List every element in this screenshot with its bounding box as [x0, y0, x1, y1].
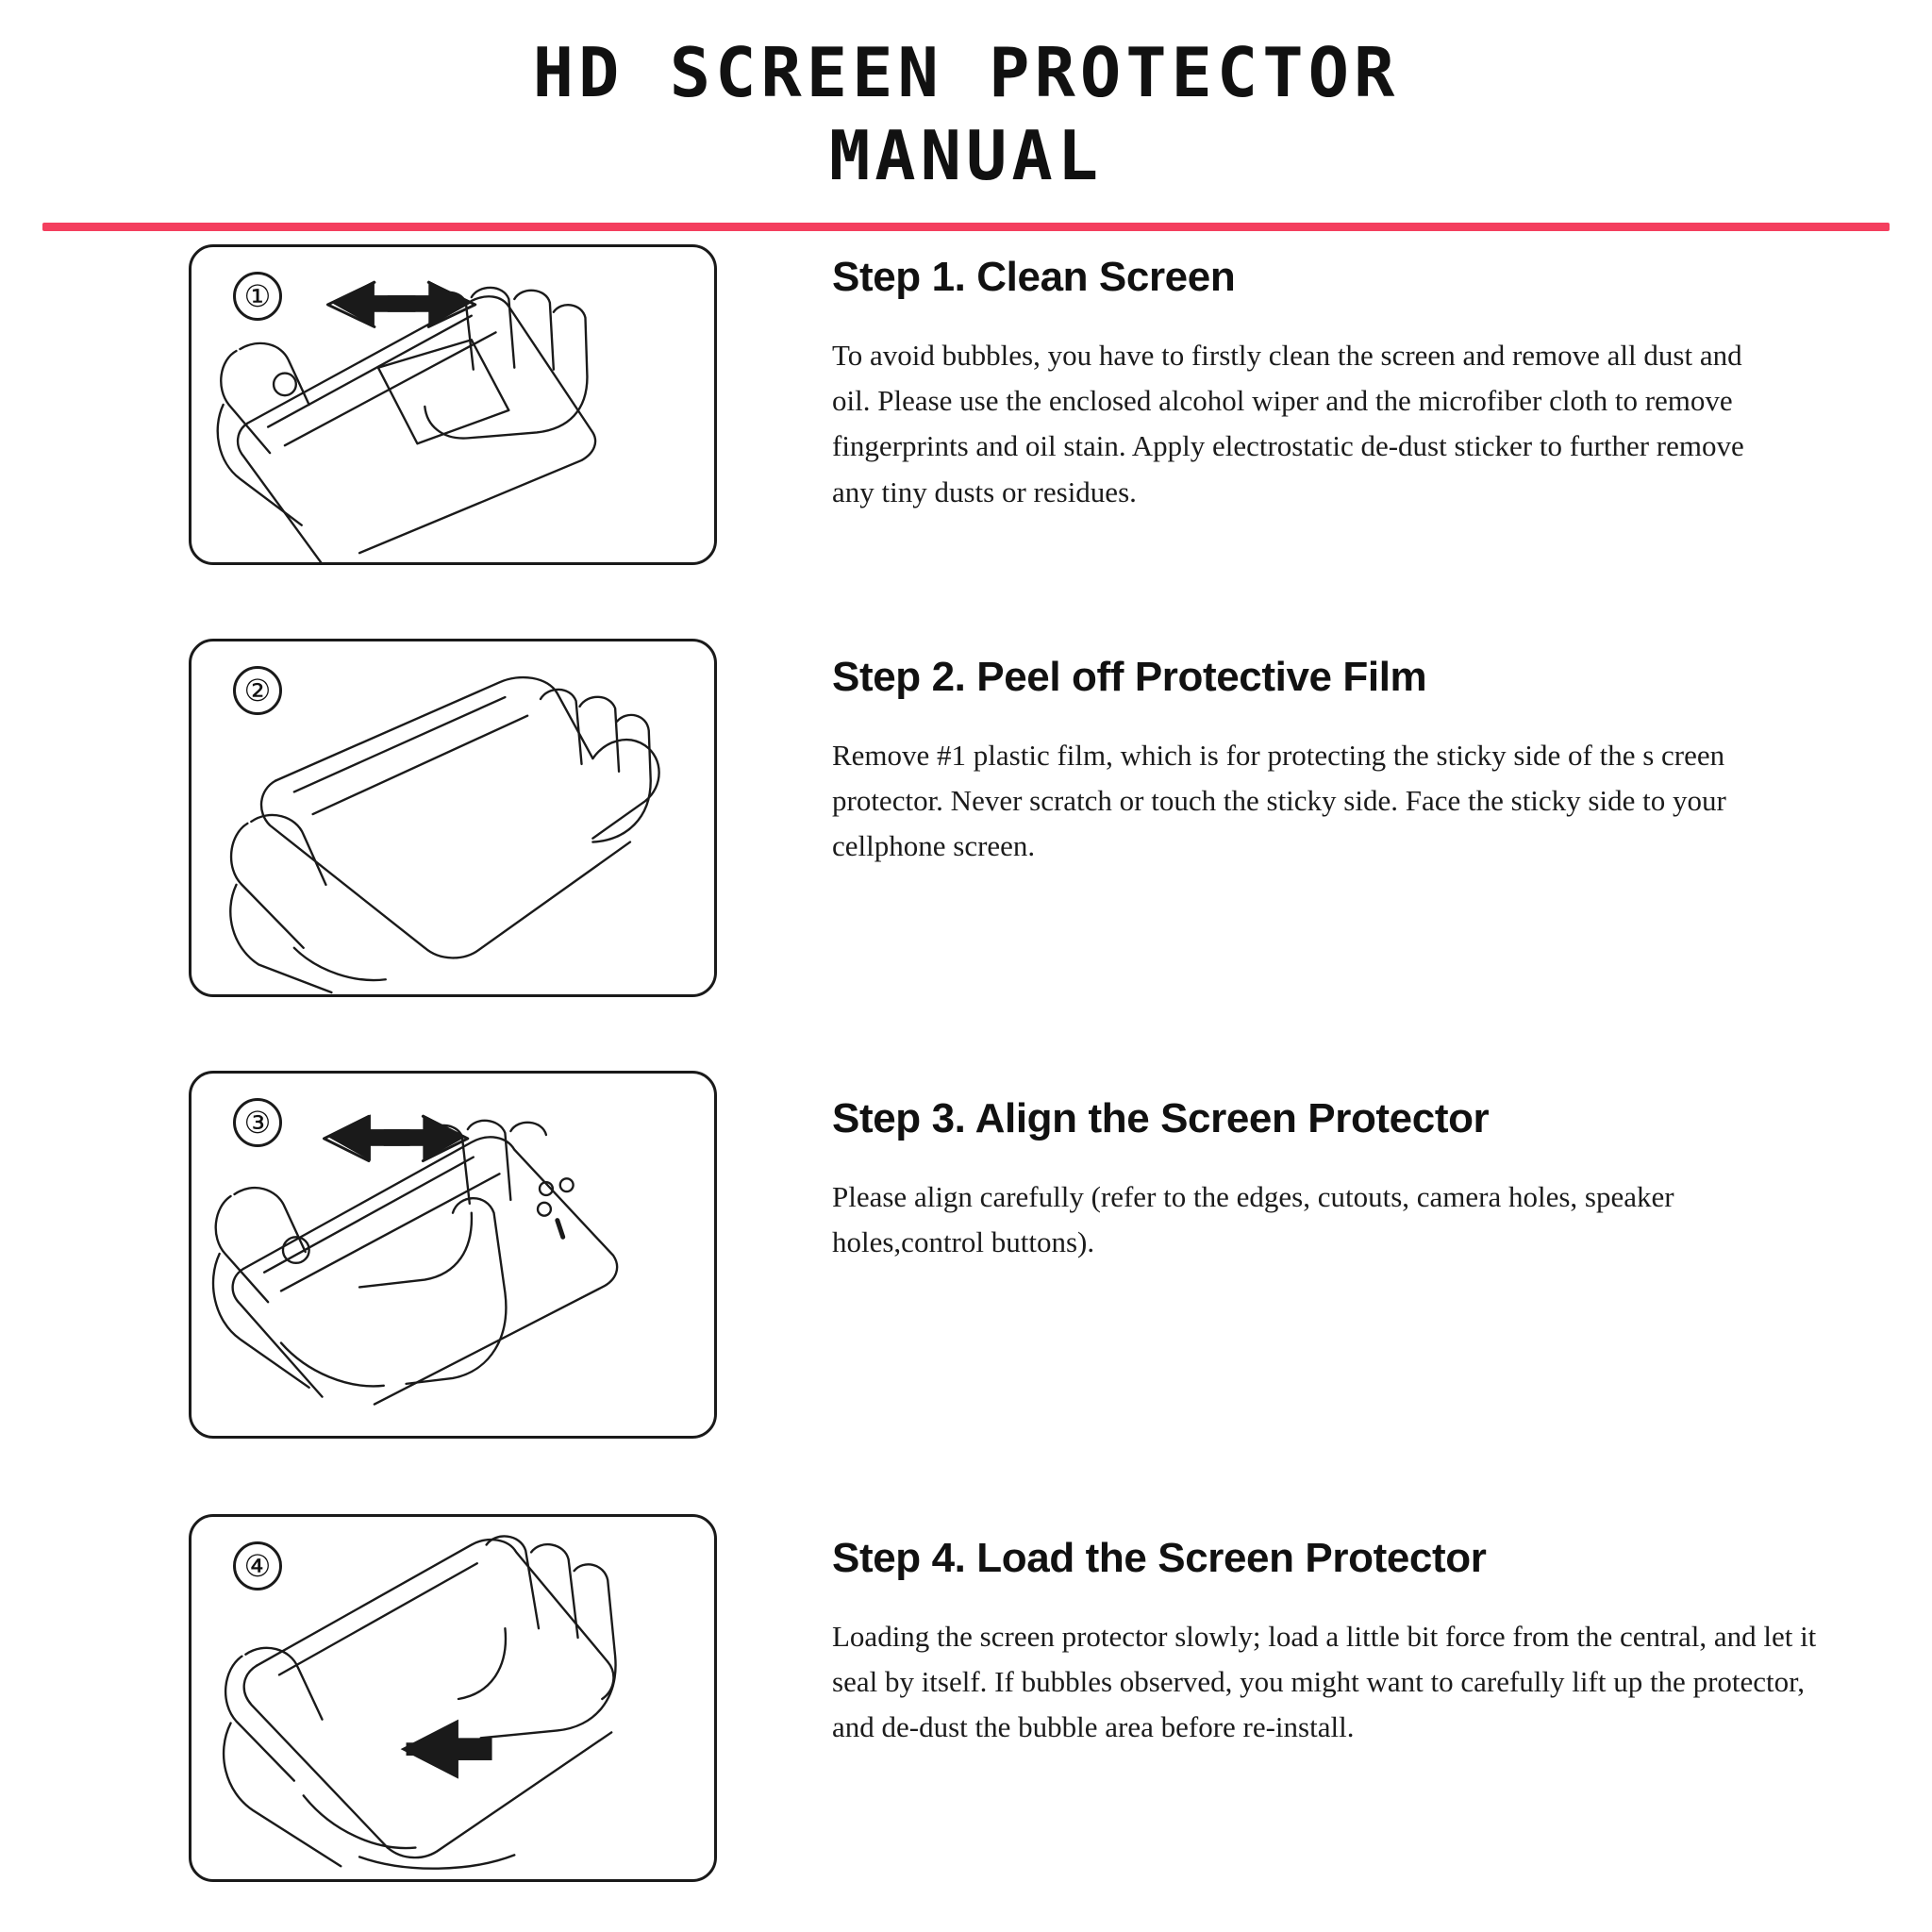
step-item-1	[0, 244, 1932, 565]
page-title-line-2: MANUAL	[828, 115, 1104, 195]
step-text-4	[717, 1514, 1932, 1751]
step-item-3	[0, 1071, 1932, 1439]
title-divider	[42, 223, 1890, 231]
clean-screen-illustration	[189, 244, 717, 565]
step-title-3: Step 3. Align the Screen Protector	[832, 1094, 1490, 1141]
load-protector-illustration	[189, 1514, 717, 1882]
align-protector-illustration	[189, 1071, 717, 1439]
align-protector-drawing	[192, 1074, 714, 1436]
clean-screen-drawing	[192, 247, 714, 562]
peel-film-drawing	[192, 641, 714, 994]
step-title-1: Step 1. Clean Screen	[832, 253, 1236, 300]
page-header	[0, 0, 1932, 231]
step-item-2	[0, 639, 1932, 997]
step-body-4: Loading the screen protector slowly; load a little bit force from the central, and let it seal by itself. If bubbles observed, you might want to carefully lift up the protector, and de-dust the bubble area before re-install.	[832, 1619, 1817, 1744]
load-protector-drawing	[192, 1517, 714, 1879]
step-text-1	[717, 244, 1932, 515]
step-text-2	[717, 639, 1932, 870]
page-title-line-1: HD SCREEN PROTECTOR	[532, 33, 1400, 112]
peel-film-illustration	[189, 639, 717, 997]
step-body-3: Please align carefully (refer to the edges, cutouts, camera holes, speaker holes,control buttons).	[832, 1179, 1674, 1259]
step-body-1: To avoid bubbles, you have to firstly clean the screen and remove all dust and oil. Please use the enclosed alcohol wiper and the microfiber cloth to remove fingerprints and oil stain. Apply electrostatic de-dust sticker to further remove any tiny dusts or residues.	[832, 338, 1744, 508]
step-item-4	[0, 1514, 1932, 1882]
step-number-badge-1: ①	[233, 272, 282, 321]
step-title-4: Step 4. Load the Screen Protector	[832, 1534, 1487, 1581]
step-title-2: Step 2. Peel off Protective Film	[832, 653, 1427, 700]
step-body-2: Remove #1 plastic film, which is for protecting the sticky side of the s creen protector. Never scratch or touch the sticky side. Face the sticky side to your cellphone screen.	[832, 738, 1726, 863]
steps-list	[0, 244, 1932, 1882]
step-number-badge-2: ②	[233, 666, 282, 715]
step-number-badge-3: ③	[233, 1098, 282, 1147]
step-number-badge-4: ④	[233, 1541, 282, 1591]
step-text-3	[717, 1071, 1932, 1266]
